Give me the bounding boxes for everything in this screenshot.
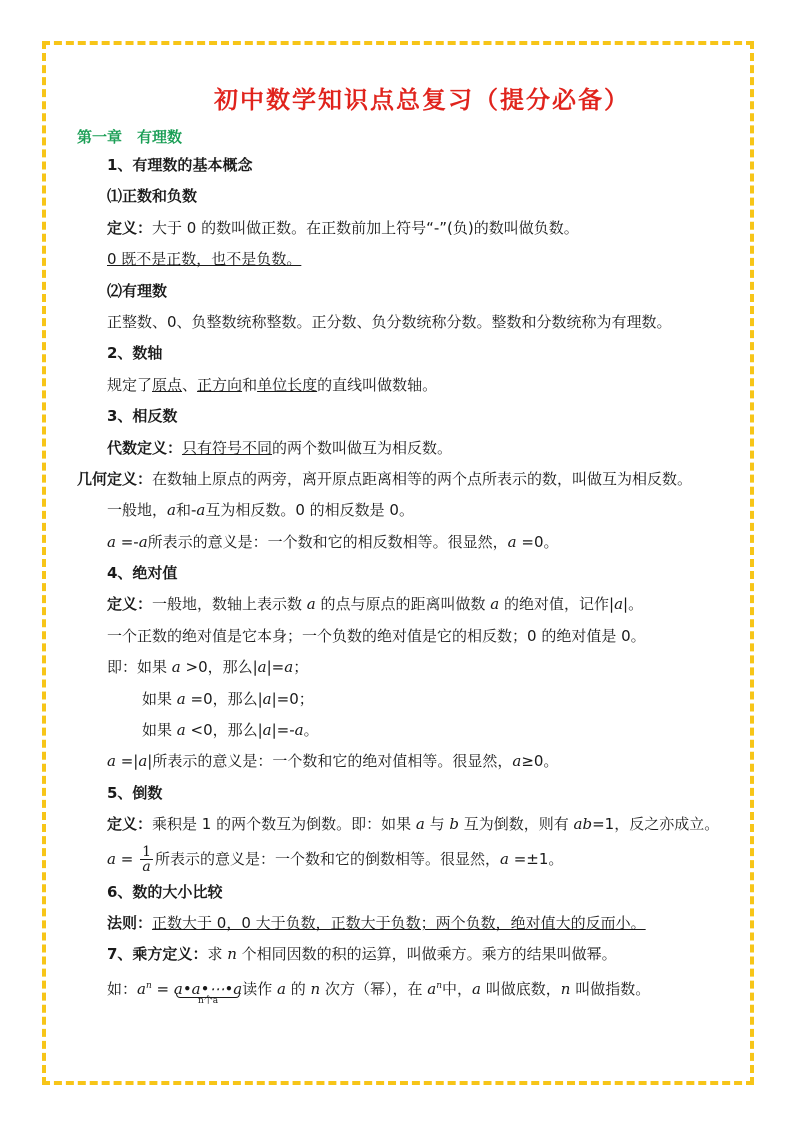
text: 如果 — [142, 721, 177, 740]
math-var: a — [507, 532, 517, 551]
text: 的直线叫做数轴。 — [317, 375, 438, 394]
section-heading: 4、绝对值 — [107, 564, 178, 583]
label: 几何定义： — [77, 469, 153, 488]
text: <0，那么| — [185, 721, 263, 740]
document-body — [77, 82, 747, 1005]
math-var: a — [427, 979, 437, 998]
math-var: b — [449, 815, 459, 834]
text: ； — [293, 658, 309, 677]
text: 互为倒数，则有 — [458, 815, 574, 834]
math-var: a — [167, 501, 176, 520]
math-var: a — [107, 849, 116, 868]
math-var: a — [262, 721, 272, 740]
paragraph — [77, 809, 747, 840]
text: |=- — [271, 721, 295, 740]
text: 一般地，数轴上表示数 — [152, 595, 307, 614]
section-heading: 5、倒数 — [107, 783, 163, 802]
text: 和 — [242, 375, 258, 394]
text: =±1。 — [508, 849, 564, 868]
text: 即：如果 — [107, 658, 172, 677]
text: 。 — [303, 721, 319, 740]
text: 、 — [182, 375, 198, 394]
underlined-text: 0 既不是正数，也不是负数。 — [107, 250, 302, 269]
subsection-heading: ⑴正数和负数 — [107, 187, 198, 206]
math-var: a — [171, 658, 181, 677]
section-heading: 7、乘方定义： — [107, 945, 208, 964]
math-var: n — [227, 945, 237, 964]
text: 在数轴上原点的两旁，离开原点距离相等的两个点所表示的数，叫做互为相反数。 — [152, 469, 693, 488]
paragraph — [77, 589, 747, 620]
paragraph — [77, 527, 747, 558]
paragraph — [77, 652, 747, 683]
math-var: a — [196, 501, 206, 520]
text: 的点与原点的距离叫做数 — [315, 595, 491, 614]
math-var: a — [490, 595, 500, 614]
underlined-text: 正方向 — [197, 375, 243, 394]
label: 定义： — [107, 595, 153, 614]
text: 所表示的意义是：一个数和它的相反数相等。很显然， — [147, 532, 508, 551]
underlined-text: 单位长度 — [257, 375, 318, 394]
label: 代数定义： — [107, 438, 183, 457]
text: 叫做底数， — [480, 979, 561, 998]
underlined-text: 原点 — [152, 375, 183, 394]
label: 定义： — [107, 815, 153, 834]
text: 读作 — [242, 979, 278, 998]
section-heading: 2、数轴 — [107, 344, 163, 363]
text: 大于 0 的数叫做正数。在正数前加上符号“-”(负)的数叫做负数。 — [152, 218, 579, 237]
fraction-denominator: a — [142, 858, 151, 875]
underbrace-product — [174, 974, 242, 1005]
fraction-numerator: 1 — [142, 843, 151, 860]
text: |所表示的意义是：一个数和它的绝对值相等。很显然， — [147, 752, 513, 771]
paragraph — [77, 244, 747, 275]
paragraph: 正整数、0、负整数统称整数。正分数、负分数统称分数。整数和分数统称为有理数。 — [107, 312, 672, 331]
math-var: a — [614, 595, 624, 614]
text: |=0； — [271, 689, 314, 708]
math-var: a — [306, 595, 316, 614]
text: = — [115, 849, 139, 868]
text: 乘积是 1 的两个数互为倒数。即：如果 — [152, 815, 416, 834]
text: =0。 — [516, 532, 559, 551]
math-var: a — [138, 532, 148, 551]
section-heading: 3、相反数 — [107, 407, 178, 426]
math-var: a — [257, 658, 267, 677]
math-var: a — [500, 849, 509, 868]
label: 法则： — [107, 914, 153, 932]
math-exponent: n — [145, 980, 152, 991]
math-var: a — [472, 979, 481, 998]
text: 的两个数叫做互为相反数。 — [272, 438, 453, 457]
math-var: a — [512, 752, 522, 771]
text: 规定了 — [107, 375, 153, 394]
text: 与 — [424, 815, 450, 834]
math-var: ab — [573, 815, 593, 834]
text: 求 — [207, 945, 228, 964]
text: 个相同因数的积的运算，叫做乘方。乘方的结果叫做幂。 — [236, 945, 617, 964]
math-product: a•a•⋯•a — [173, 979, 243, 998]
paragraph — [77, 213, 747, 244]
text: =- — [115, 532, 139, 551]
text: >0，那么| — [180, 658, 258, 677]
text: =1，反之亦成立。 — [592, 815, 720, 834]
math-var: a — [415, 815, 425, 834]
section-heading: 1、有理数的基本概念 — [107, 156, 253, 174]
text: 叫做指数。 — [570, 979, 651, 998]
text: =0，那么| — [185, 689, 263, 708]
text: |= — [266, 658, 285, 677]
underlined-text: 正数大于 0，0 大于负数，正数大于负数；两个负数，绝对值大的反而小。 — [152, 914, 646, 932]
paragraph — [77, 908, 747, 939]
math-var: a — [107, 532, 116, 551]
math-var: a — [107, 752, 116, 771]
paragraph — [77, 939, 747, 970]
math-var: n — [560, 979, 571, 998]
math-var: a — [176, 721, 186, 740]
text: =| — [115, 752, 139, 771]
page-title: 初中数学知识点总复习（提分必备） — [214, 86, 630, 114]
paragraph — [77, 746, 747, 777]
text: |。 — [623, 595, 644, 614]
math-var: n — [310, 979, 321, 998]
math-var: a — [138, 752, 148, 771]
math-var: a — [284, 658, 294, 677]
label: 定义： — [107, 218, 153, 237]
text: 中， — [442, 979, 473, 998]
paragraph — [47, 464, 747, 495]
text: 所表示的意义是：一个数和它的倒数相等。很显然， — [154, 849, 500, 868]
paragraph: 一个正数的绝对值是它本身；一个负数的绝对值是它的相反数；0 的绝对值是 0。 — [107, 626, 646, 645]
section-heading: 6、数的大小比较 — [107, 882, 223, 901]
text: 和- — [175, 501, 197, 520]
text: = — [151, 979, 174, 998]
text: 如： — [107, 979, 138, 998]
math-var: a — [294, 721, 304, 740]
underlined-text: 只有符号不同 — [182, 438, 273, 457]
paragraph — [77, 684, 747, 715]
math-exponent: n — [436, 980, 442, 991]
math-var: a — [176, 689, 186, 708]
paragraph — [77, 841, 747, 877]
text: 互为相反数。0 的相反数是 0。 — [205, 501, 414, 520]
math-var: a — [262, 689, 272, 708]
math-var: a — [137, 979, 146, 998]
paragraph — [77, 495, 747, 526]
fraction — [140, 845, 153, 874]
subsection-heading: ⑵有理数 — [107, 281, 168, 300]
text: 如果 — [142, 689, 177, 708]
text: 的 — [285, 979, 311, 998]
chapter-heading: 第一章 有理数 — [77, 128, 183, 146]
text: 次方（幂），在 — [320, 979, 428, 998]
text: 一般地， — [107, 501, 168, 520]
paragraph — [77, 715, 747, 746]
paragraph — [77, 433, 747, 464]
text: ≥0。 — [521, 752, 559, 771]
paragraph — [77, 370, 747, 401]
underbrace-label: n个a — [197, 995, 219, 1006]
math-var: a — [277, 979, 286, 998]
paragraph — [77, 971, 747, 1005]
text: 的绝对值，记作| — [499, 595, 615, 614]
